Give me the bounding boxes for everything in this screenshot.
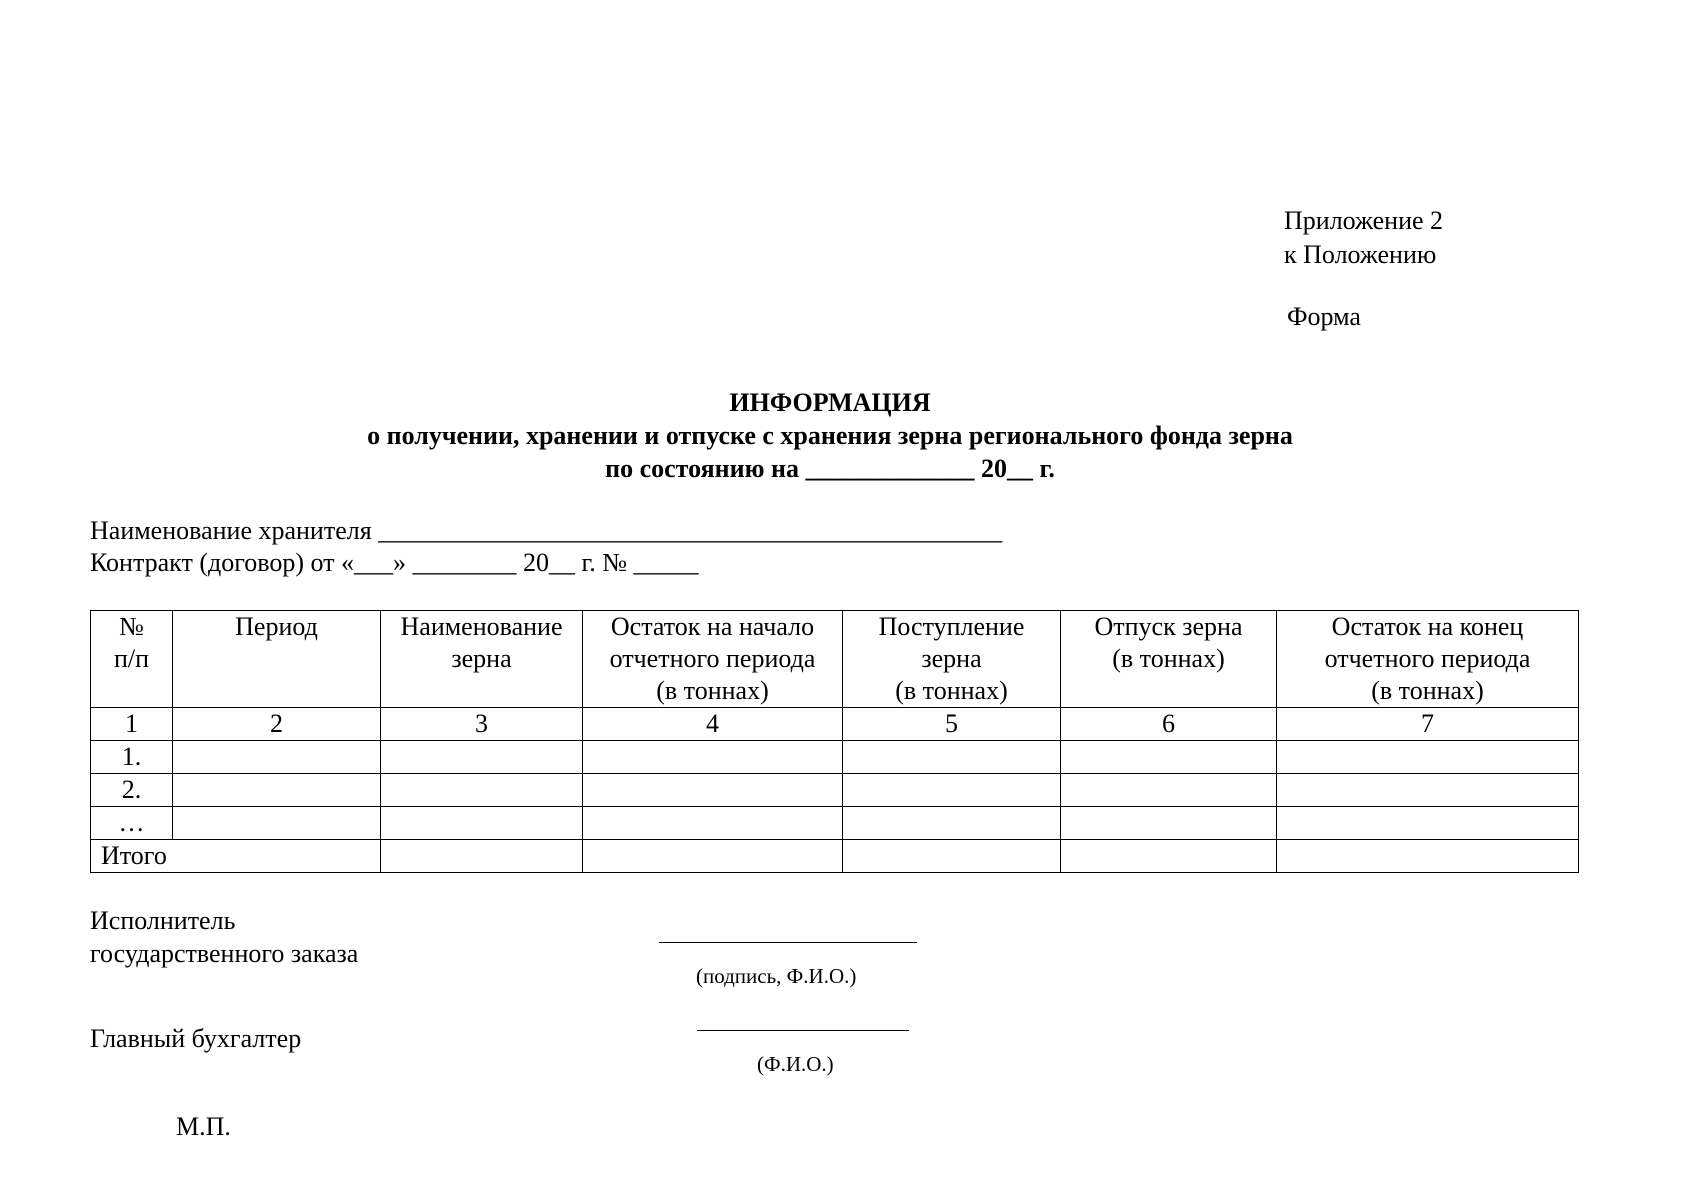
table-cell bbox=[381, 840, 583, 873]
executor-label bbox=[90, 904, 358, 970]
appendix-number: Приложение 2 bbox=[1284, 206, 1444, 235]
appendix-regulation: к Положению bbox=[1284, 240, 1437, 269]
header-number: № п/п bbox=[91, 611, 173, 708]
table-cell bbox=[381, 807, 583, 840]
table-cell bbox=[381, 741, 583, 774]
table-cell bbox=[1061, 807, 1277, 840]
contract-field: Контракт (договор) от «___» ________ 20__ г. № _____ bbox=[90, 548, 699, 577]
column-number-row bbox=[91, 708, 1579, 741]
table-cell bbox=[1277, 840, 1579, 873]
table-header-row bbox=[91, 611, 1579, 708]
header-period: Период bbox=[173, 611, 381, 708]
column-number: 7 bbox=[1277, 708, 1579, 741]
total-row bbox=[91, 840, 1579, 873]
accountant-signature-caption: (Ф.И.О.) bbox=[757, 1052, 834, 1076]
table-row bbox=[91, 774, 1579, 807]
executor-subtitle: государственного заказа bbox=[90, 939, 359, 968]
column-number: 3 bbox=[381, 708, 583, 741]
table-cell bbox=[583, 774, 843, 807]
row-number: 2. bbox=[91, 774, 173, 807]
header-opening-balance: Остаток на начало отчетного периода (в тоннах) bbox=[583, 611, 843, 708]
accountant-signature-line bbox=[697, 1030, 909, 1031]
executor-signature-caption: (подпись, Ф.И.О.) bbox=[696, 964, 857, 988]
header-grain-name: Наименование зерна bbox=[381, 611, 583, 708]
table-cell bbox=[173, 807, 381, 840]
column-number: 5 bbox=[843, 708, 1061, 741]
title-heading: ИНФОРМАЦИЯ bbox=[729, 388, 931, 417]
table-cell bbox=[843, 807, 1061, 840]
appendix-reference bbox=[1284, 204, 1443, 272]
document-title bbox=[0, 386, 1660, 485]
column-number: 1 bbox=[91, 708, 173, 741]
table-cell bbox=[173, 741, 381, 774]
table-row bbox=[91, 741, 1579, 774]
header-receipt: Поступление зерна (в тоннах) bbox=[843, 611, 1061, 708]
row-number: 1. bbox=[91, 741, 173, 774]
table-cell bbox=[583, 840, 843, 873]
table-cell bbox=[1277, 774, 1579, 807]
table-cell bbox=[173, 774, 381, 807]
stamp-place-label: М.П. bbox=[176, 1112, 231, 1141]
title-subject: о получении, хранении и отпуске с хранения зерна регионального фонда зерна bbox=[367, 421, 1293, 450]
table-cell bbox=[381, 774, 583, 807]
row-number: … bbox=[91, 807, 173, 840]
accountant-label: Главный бухгалтер bbox=[90, 1024, 302, 1053]
table-cell bbox=[1277, 741, 1579, 774]
grain-report-table bbox=[90, 610, 1579, 873]
table-cell bbox=[583, 807, 843, 840]
table-cell bbox=[1061, 774, 1277, 807]
executor-signature-line bbox=[659, 942, 917, 943]
table-cell bbox=[843, 741, 1061, 774]
title-date: по состоянию на _____________ 20__ г. bbox=[605, 454, 1055, 483]
table-cell bbox=[843, 774, 1061, 807]
executor-title: Исполнитель bbox=[90, 906, 236, 935]
column-number: 4 bbox=[583, 708, 843, 741]
column-number: 2 bbox=[173, 708, 381, 741]
table-cell bbox=[843, 840, 1061, 873]
table-row bbox=[91, 807, 1579, 840]
keeper-name-field: Наименование хранителя ________________________________________________ bbox=[90, 516, 1003, 545]
table-cell bbox=[1061, 840, 1277, 873]
total-label: Итого bbox=[91, 840, 381, 873]
table-cell bbox=[1061, 741, 1277, 774]
header-release: Отпуск зерна (в тоннах) bbox=[1061, 611, 1277, 708]
header-closing-balance: Остаток на конец отчетного периода (в тоннах) bbox=[1277, 611, 1579, 708]
column-number: 6 bbox=[1061, 708, 1277, 741]
table-cell bbox=[583, 741, 843, 774]
form-label: Форма bbox=[1287, 302, 1361, 331]
table-cell bbox=[1277, 807, 1579, 840]
